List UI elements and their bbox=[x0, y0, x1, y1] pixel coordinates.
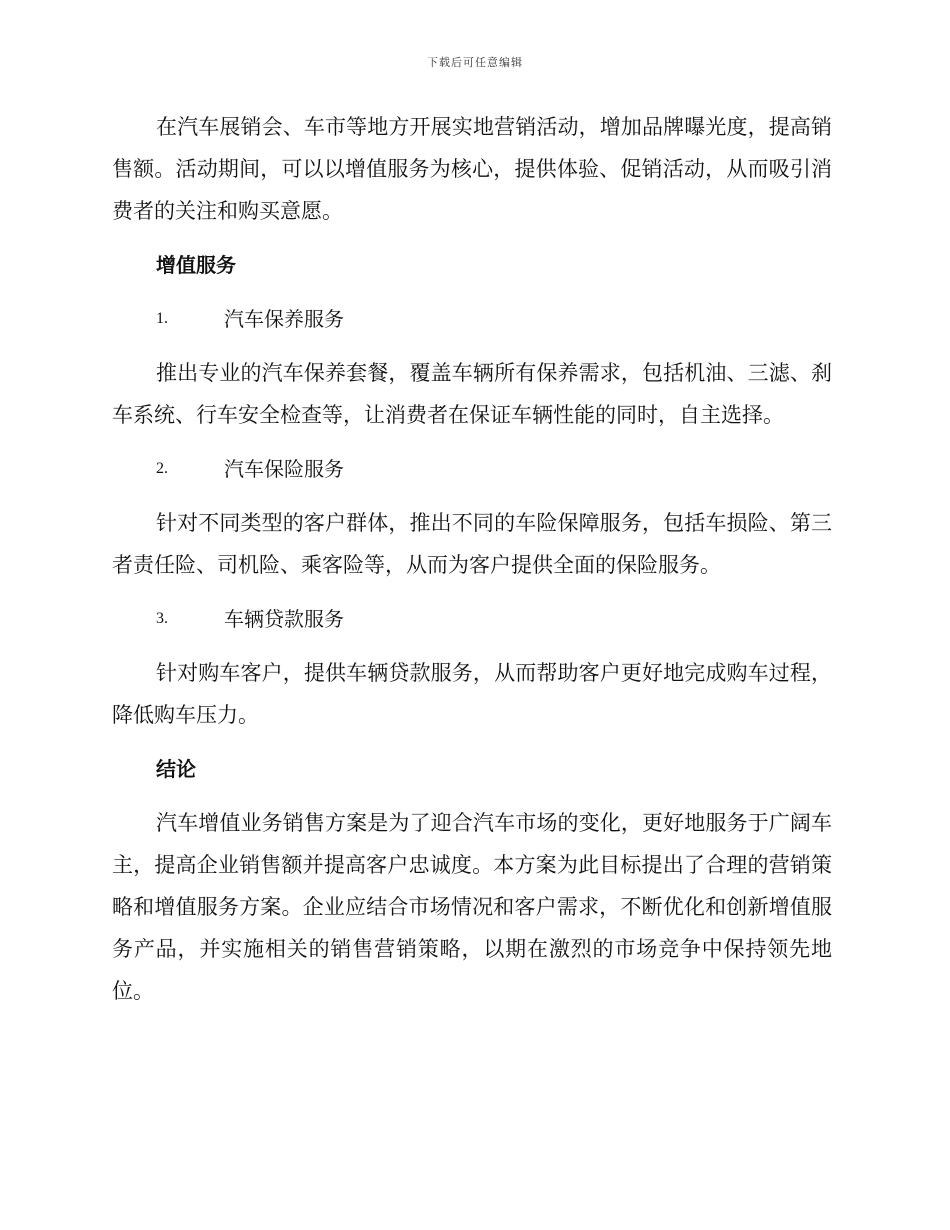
list-item-label: 汽车保养服务 bbox=[224, 307, 344, 331]
list-number: 2. bbox=[156, 460, 168, 477]
paragraph-conclusion: 汽车增值业务销售方案是为了迎合汽车市场的变化，更好地服务于广阔车主，提高企业销售额并提高客户忠诚度。本方案为此目标提出了合理的营销策略和增值服务方案。企业应结合市场情况和客户需求，不断优化和创新增值服务产品，并实施相关的销售营销策略，以期在激烈的市场竞争中保持领先地位。 bbox=[112, 811, 832, 1003]
section-heading-conclusion: 结论 bbox=[156, 757, 196, 781]
list-item-insurance bbox=[112, 448, 832, 490]
list-item-maintenance bbox=[112, 298, 832, 340]
list-item-loan bbox=[112, 598, 832, 640]
list-number: 3. bbox=[156, 610, 168, 627]
list-item-label: 车辆贷款服务 bbox=[224, 607, 344, 631]
list-number: 1. bbox=[156, 310, 168, 327]
paragraph-maintenance: 推出专业的汽车保养套餐，覆盖车辆所有保养需求，包括机油、三滤、刹车系统、行车安全检查等，让消费者在保证车辆性能的同时，自主选择。 bbox=[112, 361, 832, 427]
paragraph-loan: 针对购车客户，提供车辆贷款服务，从而帮助客户更好地完成购车过程，降低购车压力。 bbox=[112, 661, 832, 727]
section-heading-value-added-services: 增值服务 bbox=[156, 253, 236, 277]
list-item-label: 汽车保险服务 bbox=[224, 457, 344, 481]
paragraph-insurance: 针对不同类型的客户群体，推出不同的车险保障服务，包括车损险、第三者责任险、司机险、乘客险等，从而为客户提供全面的保险服务。 bbox=[112, 511, 832, 577]
paragraph-field-marketing: 在汽车展销会、车市等地方开展实地营销活动，增加品牌曝光度，提高销售额。活动期间，可以以增值服务为核心，提供体验、促销活动，从而吸引消费者的关注和购买意愿。 bbox=[112, 115, 832, 223]
document-body bbox=[112, 106, 832, 1024]
header-note: 下载后可任意编辑 bbox=[427, 56, 523, 69]
